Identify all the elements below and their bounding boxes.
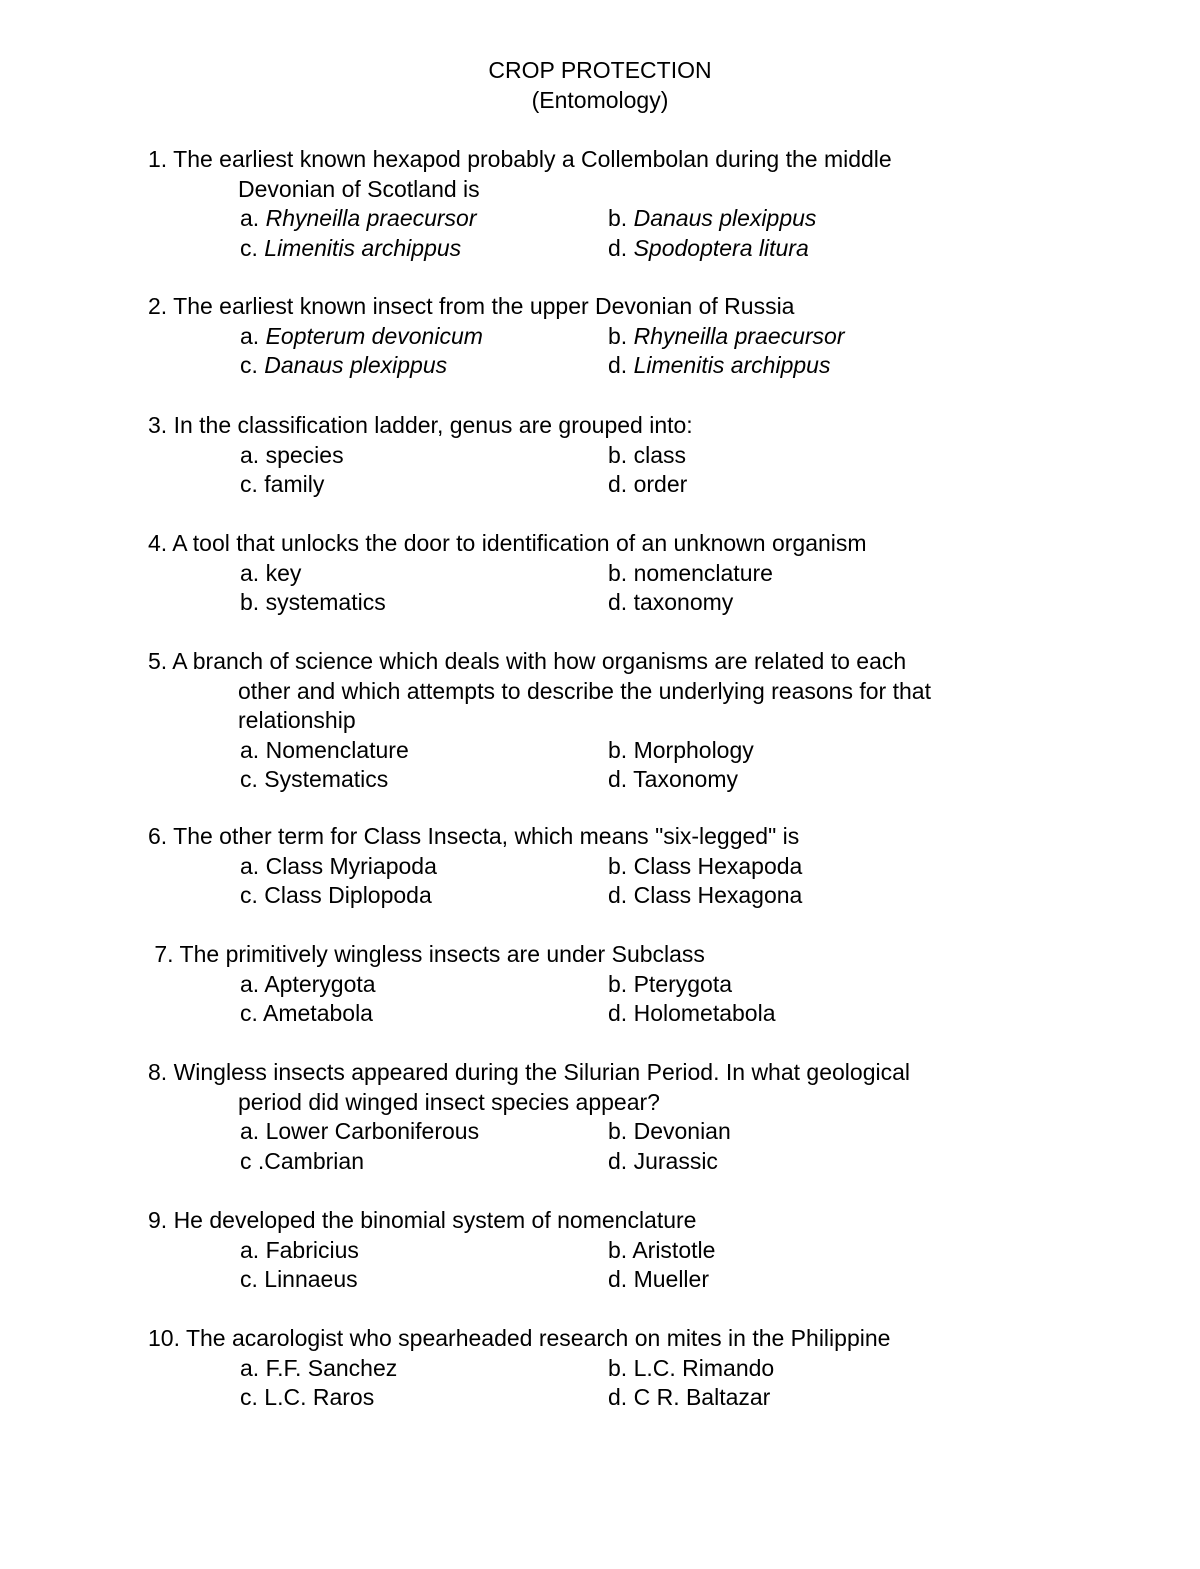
option-letter: a. [240, 852, 260, 879]
option-row [148, 881, 1048, 911]
option-text: Pterygota [633, 970, 733, 997]
option-letter: d. [608, 352, 628, 378]
option-row [148, 970, 1048, 1000]
answer-option [608, 970, 732, 1000]
option-letter: c. [240, 234, 258, 261]
option-text: F.F. Sanchez [265, 1354, 398, 1381]
option-letter: b. [608, 736, 628, 763]
option-text: Lower Carboniferous [265, 1118, 480, 1144]
document-header [0, 56, 1200, 115]
answer-option [240, 351, 447, 381]
option-text: Class Myriapoda [265, 852, 437, 879]
option-text: systematics [265, 589, 386, 615]
option-text: Holometabola [633, 1000, 776, 1026]
option-letter: a. [240, 322, 260, 349]
option-letter: b. [608, 1236, 628, 1263]
answer-option [240, 559, 301, 589]
answer-option [608, 204, 816, 234]
option-letter: c. [240, 1266, 258, 1292]
answer-option [608, 1383, 770, 1413]
question-7 [148, 940, 1048, 1029]
option-text: .Cambrian [257, 1147, 364, 1174]
option-letter: a. [240, 736, 260, 763]
option-text: Systematics [264, 766, 389, 792]
answer-option [608, 999, 776, 1029]
question-9 [148, 1206, 1048, 1295]
question-text-line: Devonian of Scotland is [238, 175, 480, 202]
question-text-line: other and which attempts to describe the underlying reasons for that [238, 677, 931, 704]
question-1 [148, 145, 1048, 263]
answer-option [240, 204, 477, 234]
option-letter: a. [240, 205, 260, 231]
option-row [148, 1354, 1048, 1384]
option-letter: c. [240, 1000, 258, 1026]
option-row [148, 588, 1048, 618]
option-row [148, 852, 1048, 882]
answer-option [240, 736, 409, 766]
option-text: C R. Baltazar [633, 1384, 771, 1410]
option-text: order [633, 471, 688, 497]
answer-option [608, 852, 802, 882]
option-text: Rhyneilla praecursor [265, 205, 477, 231]
option-letter: c [240, 1147, 252, 1174]
answer-option [240, 881, 432, 911]
option-text: family [264, 471, 325, 497]
option-text: L.C. Raros [264, 1384, 375, 1410]
option-text: Morphology [633, 736, 754, 763]
answer-option [240, 970, 376, 1000]
option-row [148, 234, 1048, 264]
answer-option [608, 1117, 731, 1147]
option-text: nomenclature [633, 559, 773, 586]
option-row [148, 322, 1048, 352]
option-text: Spodoptera litura [633, 234, 809, 261]
answer-option [240, 588, 386, 618]
option-letter: b. [608, 1118, 628, 1144]
option-text: Mueller [633, 1266, 709, 1292]
option-text: Aristotle [632, 1236, 716, 1263]
option-row [148, 351, 1048, 381]
option-letter: a. [240, 1118, 260, 1144]
option-letter: d. [608, 882, 628, 908]
option-row [148, 204, 1048, 234]
answer-option [608, 351, 830, 381]
option-letter: d. [608, 234, 628, 261]
question-text-line: relationship [238, 707, 356, 733]
question-text-line: 3. In the classification ladder, genus are grouped into: [148, 412, 693, 438]
option-letter: b. [608, 322, 628, 349]
option-text: Danaus plexippus [633, 205, 817, 231]
option-letter: a. [240, 559, 260, 586]
option-text: Class Hexapoda [633, 852, 803, 879]
option-text: Jurassic [633, 1147, 718, 1174]
answer-option [240, 1236, 359, 1266]
option-letter: b. [608, 559, 628, 586]
option-letter: a. [240, 970, 260, 997]
option-letter: d. [608, 471, 628, 497]
answer-option [608, 234, 809, 264]
answer-option [240, 1147, 364, 1177]
option-text: Class Diplopoda [264, 882, 432, 908]
option-text: Fabricius [265, 1236, 359, 1263]
answer-option [240, 234, 461, 264]
option-letter: a. [240, 1354, 260, 1381]
option-letter: b. [240, 589, 260, 615]
question-text-line: 8. Wingless insects appeared during the Silurian Period. In what geological [148, 1059, 910, 1085]
option-row [148, 1383, 1048, 1413]
option-letter: c. [240, 766, 258, 792]
question-text-line: 6. The other term for Class Insecta, which means "six-legged" is [148, 823, 800, 849]
answer-option [608, 1354, 774, 1384]
answer-option [608, 765, 738, 795]
option-letter: b. [608, 205, 628, 231]
document-title: CROP PROTECTION [488, 57, 712, 83]
answer-option [240, 1265, 358, 1295]
option-text: Taxonomy [633, 766, 738, 792]
answer-option [608, 881, 802, 911]
option-row [148, 1147, 1048, 1177]
answer-option [240, 470, 324, 500]
option-letter: d. [608, 1266, 628, 1292]
answer-option [608, 470, 687, 500]
question-6 [148, 822, 1048, 911]
question-text-line: 7. The primitively wingless insects are under Subclass [148, 941, 705, 967]
answer-option [240, 441, 344, 471]
option-text: Class Hexagona [633, 882, 803, 908]
question-text-line: 5. A branch of science which deals with how organisms are related to each [148, 648, 907, 674]
answer-option [608, 441, 686, 471]
question-text-line: period did winged insect species appear? [238, 1088, 660, 1115]
question-text-line: 4. A tool that unlocks the door to identification of an unknown organism [148, 530, 867, 556]
option-text: taxonomy [633, 589, 734, 615]
answer-option [240, 852, 437, 882]
answer-option [608, 588, 733, 618]
question-5 [148, 647, 1048, 795]
document-subtitle: (Entomology) [531, 86, 669, 113]
option-letter: b. [608, 441, 628, 468]
option-row [148, 765, 1048, 795]
option-letter: d. [608, 766, 628, 792]
option-text: L.C. Rimando [633, 1354, 775, 1381]
option-text: Limenitis archippus [633, 352, 831, 378]
option-text: species [265, 441, 344, 468]
option-letter: c. [240, 352, 258, 378]
option-row [148, 441, 1048, 471]
answer-option [608, 1236, 715, 1266]
option-letter: d. [608, 1147, 628, 1174]
option-row [148, 470, 1048, 500]
option-letter: b. [608, 852, 628, 879]
option-row [148, 999, 1048, 1029]
option-text: Rhyneilla praecursor [633, 322, 845, 349]
answer-option [608, 1147, 718, 1177]
option-row [148, 1117, 1048, 1147]
question-text-line: 2. The earliest known insect from the upper Devonian of Russia [148, 293, 795, 319]
option-letter: a. [240, 1236, 260, 1263]
question-2 [148, 292, 1048, 381]
question-8 [148, 1058, 1048, 1176]
option-row [148, 736, 1048, 766]
answer-option [240, 765, 388, 795]
option-row [148, 559, 1048, 589]
question-text-line: 9. He developed the binomial system of nomenclature [148, 1207, 697, 1233]
option-letter: c. [240, 882, 258, 908]
question-4 [148, 529, 1048, 618]
option-text: Apterygota [264, 970, 376, 997]
answer-option [240, 999, 373, 1029]
question-10 [148, 1324, 1048, 1413]
option-text: Nomenclature [265, 736, 409, 763]
option-text: Linnaeus [264, 1266, 358, 1292]
question-text-line: 10. The acarologist who spearheaded research on mites in the Philippine [148, 1325, 891, 1351]
option-row [148, 1236, 1048, 1266]
answer-option [608, 559, 773, 589]
answer-option [240, 1354, 397, 1384]
answer-option [608, 1265, 709, 1295]
option-text: Danaus plexippus [264, 352, 448, 378]
option-text: Eopterum devonicum [265, 322, 483, 349]
option-letter: a. [240, 441, 260, 468]
option-text: key [265, 559, 302, 586]
option-letter: c. [240, 471, 258, 497]
option-letter: c. [240, 1384, 258, 1410]
answer-option [240, 1383, 374, 1413]
answer-option [240, 322, 483, 352]
question-text-line: 1. The earliest known hexapod probably a Collembolan during the middle [148, 146, 892, 172]
option-letter: d. [608, 1384, 628, 1410]
option-letter: b. [608, 970, 628, 997]
answer-option [608, 736, 754, 766]
option-text: Limenitis archippus [264, 234, 462, 261]
option-text: class [633, 441, 686, 468]
answer-option [240, 1117, 479, 1147]
option-row [148, 1265, 1048, 1295]
option-text: Ametabola [263, 1000, 373, 1026]
option-letter: b. [608, 1354, 628, 1381]
question-3 [148, 411, 1048, 500]
answer-option [608, 322, 845, 352]
option-letter: d. [608, 1000, 628, 1026]
option-text: Devonian [633, 1118, 731, 1144]
option-letter: d. [608, 589, 628, 615]
